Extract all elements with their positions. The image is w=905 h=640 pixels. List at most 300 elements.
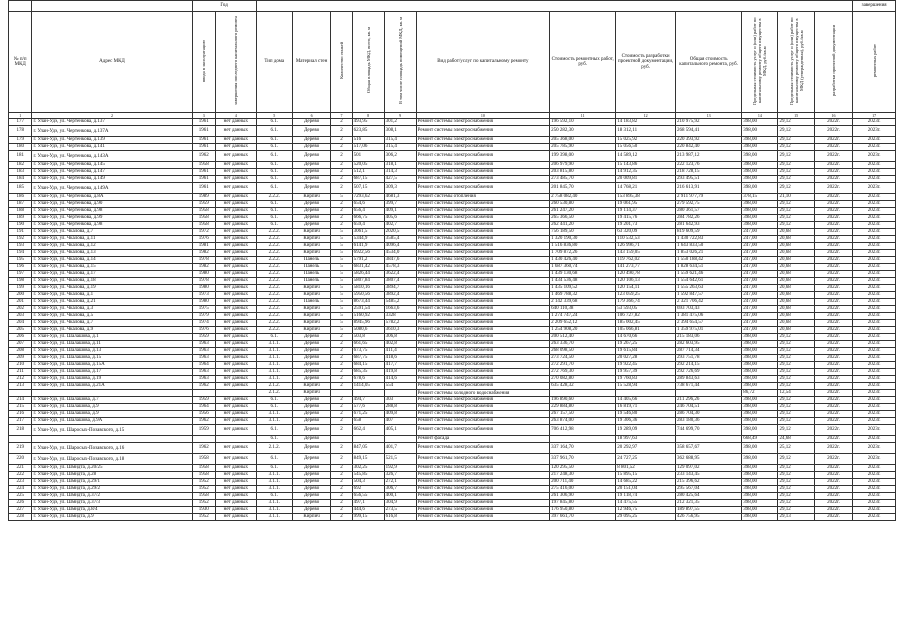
table-cell: 247,00 [742,313,778,320]
table-cell: 398,00 [742,208,778,215]
table-cell: 2023г. [853,278,896,285]
table-cell: 2 [331,486,352,493]
table-cell: Панель [292,257,330,264]
table-cell: 205 [9,327,32,334]
table-cell: 19 289,09 [616,425,676,436]
table-cell: 2.2.2. [256,327,292,334]
table-cell: нет данных [216,418,257,425]
table-cell: Кирпич [292,514,330,521]
table-cell: Кирпич [292,383,330,390]
table-cell: 315,4 [384,144,416,151]
table-cell: 1980 [192,299,215,306]
table-cell: 129 097,02 [676,465,742,472]
table-cell: Дерево [292,465,330,472]
table-cell: 2 [331,222,352,229]
table-cell: 119 762,02 [616,257,676,264]
table-cell: Ремонт системы электроснабжения [416,278,549,285]
table-cell: нет данных [216,144,257,151]
table-cell: 200 512,40 [550,334,616,341]
table-row [9,479,896,486]
table-cell: 1980 [192,285,215,292]
table-cell: г. Улан-Удэ, ул. Чертенкова, д.139 [32,137,192,144]
table-cell: г. Улан-Удэ, ул. Шаросых-Позавского, д.16 [32,443,192,454]
table-cell: 2023г. [853,257,896,264]
table-cell: 2022г. [814,137,852,144]
table-cell: 2 [331,465,352,472]
table-cell: 292 214,15 [676,362,742,369]
table-cell [192,390,215,397]
table-cell: 219 [9,443,32,454]
table-cell: 221 [9,465,32,472]
table-cell: 29,12 [778,334,814,341]
table-cell: 2022г. [814,257,852,264]
table-cell: Ремонт системы электроснабжения [416,264,549,271]
table-cell: 282 603,95 [676,341,742,348]
table-cell: 3807,4 [384,278,416,285]
table-cell: 3.1.1. [256,514,292,521]
table-cell: 120 154,11 [616,285,676,292]
table-cell [676,390,742,397]
table-row [9,201,896,208]
table-cell: 2022г. [814,151,852,162]
table-cell: Дерево [292,334,330,341]
table-cell: нет данных [216,397,257,404]
table-cell: 215 183,06 [676,334,742,341]
table-cell: 2023г. [853,137,896,144]
table-cell: 2.2.2. [256,292,292,299]
table-cell: 110 532,53 [616,236,676,243]
table-cell: 2022г. [814,208,852,215]
column-number: 11 [550,113,616,119]
table-cell: 738 671,44 [676,383,742,390]
table-cell: 143 159,05 [616,250,676,257]
table-cell: 19 922,45 [616,362,676,369]
table-cell: 1961 [192,137,215,144]
table-cell: 400,1 [384,493,416,500]
table-cell: 7293,62 [352,194,384,201]
table-cell: 247,00 [742,236,778,243]
table-cell: нет данных [216,162,257,169]
table-cell: 6.1. [256,454,292,465]
table-cell: 635 428,32 [550,383,616,390]
table-cell: Дерево [292,362,330,369]
table-cell: 185 [9,183,32,194]
table-cell: 14 475,55 [616,500,676,507]
table-cell: 218 728,15 [676,169,742,176]
table-cell: 687,15 [352,176,384,183]
table-cell: 5826,44 [352,271,384,278]
table-cell: 427,5 [384,176,416,183]
table-cell: 3.1.1. [256,486,292,493]
table-cell: 398,00 [742,215,778,222]
table-cell: 20,68 [778,264,814,271]
column-number: 14 [742,113,778,119]
table-cell: 494,7 [352,397,384,404]
table-cell: 2023г. [853,176,896,183]
table-cell: 212 [9,376,32,383]
table-cell: Дерево [292,443,330,454]
table-cell: 640 110,38 [550,306,616,313]
table-cell: 25,12 [778,443,814,454]
table-cell: 1 435 109,52 [550,285,616,292]
table-cell: 8945,96 [352,320,384,327]
table-cell: 280 425,64 [676,493,742,500]
table-cell [331,436,352,443]
table-cell: 29,12 [778,355,814,362]
table-cell: 3328 [384,313,416,320]
table-cell: 2022г. [814,313,852,320]
table-cell: 1982 [192,250,215,257]
table-cell: 3585,4 [384,236,416,243]
table-cell: 6.1. [256,162,292,169]
table-cell: г. Улан-Удэ, ул. Чертенкова, д.8А [32,194,192,201]
col-year-built-header: ввода в эксплуатацию [192,12,215,113]
table-cell: 504,3 [352,479,384,486]
table-cell: 2 [331,514,352,521]
table-row [9,436,896,443]
table-cell: 2022г. [814,306,852,313]
table-cell: 5 [331,250,352,257]
table-cell: Ремонт системы электроснабжения [416,369,549,376]
table-cell: 2 [331,355,352,362]
table-cell: 8673,44 [352,299,384,306]
table-cell: 623,85 [352,126,384,137]
table-cell: 20,68 [778,250,814,257]
table-cell: 398,00 [742,383,778,390]
table-cell: 2022г. [814,126,852,137]
table-cell: 3.1.1. [256,507,292,514]
table-cell: 120 106,13 [616,278,676,285]
table-cell: г. Улан-Удэ, ул. Чертенкова, д.99 [32,215,192,222]
table-cell: 1961 [192,126,215,137]
table-cell: 197 845,80 [550,500,616,507]
table-cell: нет данных [216,176,257,183]
table-cell: 5782,2 [384,320,416,327]
table-cell: 5791,2 [352,257,384,264]
table-cell: 2022г. [814,278,852,285]
table-cell: Ремонт системы электроснабжения [416,151,549,162]
table-cell: 398,00 [742,119,778,126]
table-cell: 2 [331,215,352,222]
table-cell: 20,68 [778,299,814,306]
table-cell: Дерево [292,126,330,137]
table-cell: нет данных [216,194,257,201]
table-cell: Кирпич [292,327,330,334]
table-cell: 2022г. [814,479,852,486]
table-cell: 215 396,62 [676,479,742,486]
table-cell: 2022г. [814,362,852,369]
table-cell: 2023г. [853,151,896,162]
table-cell: 186 [9,194,32,201]
table-cell: 2023г. [853,411,896,418]
table-cell: г. Улан-Удэ, ул. Чкалова, д.19 [32,285,192,292]
table-cell: 2022г. [814,348,852,355]
table-cell: 20,68 [778,243,814,250]
table-cell: 191 [9,229,32,236]
table-cell: 1959 [192,397,215,404]
column-number: 6 [292,113,330,119]
table-cell: 120 490,78 [616,271,676,278]
table-cell: нет данных [216,383,257,390]
table-cell [32,390,192,397]
column-number: 5 [256,113,292,119]
table-cell: 29,12 [778,119,814,126]
table-row [9,404,896,411]
column-number: 1 [9,113,32,119]
table-row [9,151,896,162]
table-cell: 2 [331,454,352,465]
table-cell: 2023г. [853,144,896,151]
table-cell: 263 336,70 [550,341,616,348]
table-cell: 3622,4 [384,271,416,278]
table-cell: 2023г. [853,215,896,222]
table-cell: г. Улан-Удэ, ул. Чкалова, д.18 [32,278,192,285]
table-cell: 14 589,12 [616,151,676,162]
table-cell: 302,25 [352,465,384,472]
table-cell: Дерево [292,201,330,208]
table-cell: Ремонт системы электроснабжения [416,271,549,278]
table-cell: нет данных [216,411,257,418]
table-cell: нет данных [216,215,257,222]
table-cell: 1976 [192,327,215,334]
table-cell: 288,8 [384,404,416,411]
table-cell: 2022г. [814,443,852,454]
table-cell: 1 709 872,26 [550,250,616,257]
table-cell: 337 961,70 [550,454,616,465]
table-cell: 398,00 [742,176,778,183]
table-cell: 195 [9,257,32,264]
table-cell: 20,68 [778,313,814,320]
table-cell: 126 996,71 [616,243,676,250]
table-cell: 247,00 [742,278,778,285]
table-cell: 1 554 642,61 [676,278,742,285]
table-cell: 16 819,71 [616,404,676,411]
table-cell: 1962 [192,383,215,390]
table-cell: 29,12 [778,486,814,493]
table-row [9,264,896,271]
table-cell: 229 884,80 [550,404,616,411]
table-cell: 6.1. [256,169,292,176]
table-cell: нет данных [216,500,257,507]
table-cell: 187 [9,201,32,208]
table-cell: 207 [9,341,32,348]
table-cell: 1952 [192,486,215,493]
table-cell: Кирпич [292,306,330,313]
table-cell: 398,00 [742,411,778,418]
table-cell: 314,3 [384,169,416,176]
column-number: 17 [853,113,896,119]
table-cell: 497,1 [352,500,384,507]
table-cell: 14 670,66 [616,334,676,341]
table-cell: 2 [331,425,352,436]
table-cell: Ремонт системы электроснабжения [416,362,549,369]
table-cell: 1961 [192,176,215,183]
table-cell: нет данных [216,376,257,383]
table-cell: 216 [9,411,32,418]
table-cell: 2023г. [853,425,896,436]
table-cell: 267 157,50 [550,411,616,418]
table-cell: 2 758 082,40 [550,194,616,201]
table-cell: нет данных [216,137,257,144]
table-cell: 86,72 [742,390,778,397]
table-cell: 2022г. [814,493,852,500]
table-cell: 706 412,98 [550,425,616,436]
table-cell: 2022г. [814,162,852,169]
column-number: 12 [616,113,676,119]
table-cell: 6.1. [256,397,292,404]
table-cell: 545,85 [352,472,384,479]
table-cell: 1975 [192,306,215,313]
table-cell: нет данных [216,285,257,292]
table-cell: 2022г. [814,183,852,194]
table-cell: 225 [9,493,32,500]
table-cell: 2022г. [814,236,852,243]
table-cell: нет данных [216,229,257,236]
table-cell: 20,68 [778,236,814,243]
table-cell: 283 180,36 [676,418,742,425]
table-cell: 19 306,36 [616,418,676,425]
col-limit-header: Предельная стоимость услуг и (или) работ по капитальному ремонту общего имущества в МКД, руб./кв.м [742,12,778,113]
table-cell: 409,1 [384,208,416,215]
table-cell: 184 [9,176,32,183]
col-cost-docs-header: Стоимость разработки проектной документации, руб. [616,12,676,113]
table-cell: 2023г. [853,201,896,208]
table-cell: 5807,84 [352,278,384,285]
table-cell: 220 [9,454,32,465]
table-cell: 398,00 [742,404,778,411]
table-cell: 402,7 [384,222,416,229]
table-cell: Дерево [292,397,330,404]
table-cell: 2.2.2. [256,320,292,327]
table-cell: 2022г. [814,285,852,292]
table-cell: Ремонт системы электроснабжения [416,454,549,465]
table-cell: 6.1. [256,222,292,229]
table-cell: Ремонт системы электроснабжения [416,306,549,313]
table-cell: г. Улан-Удэ, ул. Чкалова, д.17 [32,271,192,278]
table-cell: г. Улан-Удэ, ул. Чкалова, д.12 [32,243,192,250]
table-cell: 233 143,45 [676,472,742,479]
table-cell: 284 782,26 [676,215,742,222]
table-cell: 2023г. [853,243,896,250]
table-cell: 2023г. [853,169,896,176]
table-cell: 208 [9,348,32,355]
col-floors-header: Количество этажей [331,12,352,113]
table-cell: 2022г. [814,472,852,479]
col-living-area-header: В том числе площадь помещений МКД, кв. м [384,12,416,113]
col-limit-approved-header: Предельная стоимость услуг и (или) работ по капитальному ремонту общего имущества в МКД (утвержденная), руб./кв.м [778,12,814,113]
table-cell: 5 [331,306,352,313]
table-row [9,320,896,327]
table-cell: 398,00 [742,362,778,369]
table-cell: 53 593,05 [616,306,676,313]
table-cell: 29,13 [778,514,814,521]
table-cell: 2023г. [853,264,896,271]
table-cell: г. Улан-Удэ, ул. Шалашова, д.9 [32,411,192,418]
table-cell: 19 114,37 [616,208,676,215]
table-cell: 20 009,81 [616,176,676,183]
table-cell: нет данных [216,271,257,278]
table-cell: 5344,9 [352,236,384,243]
table-cell: 29,12 [778,376,814,383]
col-total-area-header: Общая площадь МКД, всего, кв. м [352,12,384,113]
table-cell: 1958 [192,493,215,500]
table-cell: 196 890,60 [550,397,616,404]
table-cell: 2022г. [814,201,852,208]
table-cell: 2022г. [814,369,852,376]
table-cell: 2022г. [814,222,852,229]
table-cell: 192,9 [384,465,416,472]
table-cell: 1963 [192,355,215,362]
table-cell: 398,00 [742,514,778,521]
table-cell: 19 615,84 [616,348,676,355]
table-cell: 5 [331,278,352,285]
table-cell: нет данных [216,250,257,257]
table-cell: 29,12 [778,454,814,465]
table-cell: Ремонт системы электроснабжения [416,376,549,383]
table-cell: 2022г. [814,264,852,271]
table-cell: 5810,16 [352,285,384,292]
table-cell: 3.1.1. [256,418,292,425]
table-cell: Ремонт системы электроснабжения [416,397,549,404]
table-cell: Дерево [292,418,330,425]
table-cell: нет данных [216,327,257,334]
table-cell: 1 320 190,30 [550,236,616,243]
table-cell: 397 661,70 [550,514,616,521]
table-row [9,194,896,201]
table-row [9,418,896,425]
table-cell: 684,15 [352,362,384,369]
table-cell: 29,12 [778,162,814,169]
table-cell: 5 [331,271,352,278]
table-row [9,169,896,176]
table-cell: Ремонт системы электроснабжения [416,500,549,507]
table-cell: 29,12 [778,144,814,151]
table-cell: 5485,2 [384,299,416,306]
table-row [9,126,896,137]
table-cell: г. Улан-Удэ, ул. Чертенкова, д.98 [32,222,192,229]
table-row [9,278,896,285]
table-cell: нет данных [216,425,257,436]
table-cell: Кирпич [292,313,330,320]
table-cell: Дерево [292,454,330,465]
table-cell: 1961 [192,119,215,126]
table-cell: Ремонт системы электроснабжения [416,411,549,418]
table-cell: 1978 [192,278,215,285]
table-cell: 209 [9,355,32,362]
table-cell: 287 714,34 [676,348,742,355]
table-cell: 185 002,45 [616,320,676,327]
table-cell: 14 405,66 [616,397,676,404]
table-cell: нет данных [216,151,257,162]
table-cell: 2 [331,176,352,183]
table-cell: 2023г. [853,299,896,306]
table-cell: Ремонт системы электроснабжения [416,341,549,348]
table-cell: 318,1 [384,162,416,169]
table-cell: 2023г. [853,472,896,479]
table-cell: 503,8 [352,334,384,341]
table-cell: 29,12 [778,208,814,215]
table-cell: 6.1. [256,404,292,411]
table-cell: Ремонт системы электроснабжения [416,507,549,514]
table-cell: 1962 [192,151,215,162]
table-cell: 398,00 [742,454,778,465]
table-cell: 2.2.2. [256,236,292,243]
table-cell: 6.1. [256,208,292,215]
table-cell: 3.1.1. [256,362,292,369]
table-cell: 554 [384,383,416,390]
table-row [9,137,896,144]
table-cell: 2.2.2. [256,278,292,285]
